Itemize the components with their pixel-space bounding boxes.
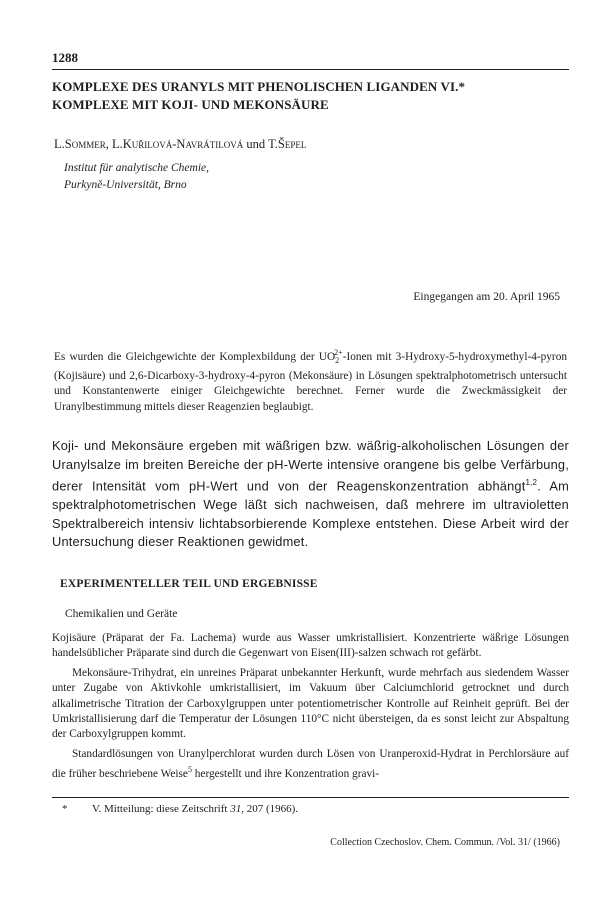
header-rule	[52, 69, 569, 70]
body-paragraph-3-text-a: Standardlösungen von Uranylperchlorat wurden durch Lösen von Uranperoxid-Hydrat in Perchlorsäure auf die früher beschriebene Weise	[52, 747, 569, 781]
section-heading: EXPERIMENTELLER TEIL UND ERGEBNISSE	[60, 578, 318, 590]
affiliation-line-2: Purkyně-Universität, Brno	[64, 179, 187, 191]
abstract-text-2: -Ionen mit 3-Hydroxy-5-hydroxymethyl-4-pyron (Kojisäure) und 2,6-Dicarboxy-3-hydroxy-4-pyron (Mekonsäure) in Lösungen spektralphotometrisch untersucht und Konstantenwerte einiger Gleichgewichte berechnet. Ferner wurde die Zweckmässigkeit der Uranylbestimmung mittels dieser Reagenzien beglaubigt.	[54, 350, 567, 413]
author-1-name: Sommer	[64, 137, 106, 151]
article-title	[52, 78, 569, 114]
footnote-rule	[52, 797, 569, 798]
title-line-1: KOMPLEXE DES URANYLS MIT PHENOLISCHEN LIGANDEN VI.*	[52, 79, 466, 94]
abstract	[52, 345, 569, 415]
footnote-mark: *	[62, 803, 68, 815]
footnote	[62, 803, 298, 815]
author-1-initial: L.	[54, 137, 65, 151]
footnote-text-a: V. Mitteilung: diese Zeitschrift	[92, 803, 231, 815]
author-separator-1: ,	[105, 137, 112, 151]
intro-text-2: . Am spektralphotometrischen Wege läßt sich nachweisen, daß mehrere im ultravioletten Spektralbereich intensiv lichtabsorbierende Komplexe entstehen. Diese Arbeit wird der Untersuchung dieser Reaktionen gewidmet.	[52, 478, 570, 550]
subsection-heading: Chemikalien und Geräte	[65, 608, 178, 620]
author-3-name: Šepel	[277, 137, 307, 151]
title-line-2: KOMPLEXE MIT KOJI- UND MEKONSÄURE	[52, 97, 329, 112]
author-2-initial: L.	[111, 137, 123, 151]
intro-citation: 1,2	[525, 478, 538, 488]
abstract-text-1: Es wurden die Gleichgewichte der Komplexbildung der UO	[54, 350, 336, 363]
received-date: Eingegangen am 20. April 1965	[413, 291, 560, 303]
page-number: 1288	[52, 50, 78, 65]
intro-paragraph	[52, 437, 569, 552]
body-paragraph-2: Mekonsäure-Trihydrat, ein unreines Präparat unbekannter Herkunft, wurde mehrfach aus siedendem Wasser unter Zugabe von Aktivkohle umkristallisiert, im Vakuum über Calciumchlorid getrocknet und durch alkalimetrische Titration der Carboxylgruppen unter potentiometrischer Kontrolle auf Reinheit geprüft. Bei der Umkristallisierung darf die Temperatur der Lösungen 110°C nicht übersteigen, da es sonst leicht zur Abspaltung der Carboxylgruppen kommt.	[52, 666, 569, 741]
journal-citation: Collection Czechoslov. Chem. Commun. /Vol. 31/ (1966)	[330, 837, 560, 848]
author-3-initial: T.	[268, 137, 278, 151]
body-text	[52, 631, 569, 786]
body-paragraph-1: Kojisäure (Präparat der Fa. Lachema) wurde aus Wasser umkristallisiert. Konzentrierte wäßrige Lösungen handelsüblicher Präparate sind durch die Gegenwart von Eisen(III)-salzen schwach rot gefärbt.	[52, 632, 569, 660]
intro-text-1: Koji- und Mekonsäure ergeben mit wäßrigen bzw. wäßrig-alkoholischen Lösungen der Uranylsalze im breiten Bereiche der pH-Werte intensive orangene bis gelbe Verfärbung, derer Intensität vom pH-Wert und von der Reagenskonzentration abhängt	[52, 438, 569, 494]
affiliation-line-1: Institut für analytische Chemie,	[64, 162, 210, 174]
abstract-subscript: 2	[335, 356, 340, 366]
abstract-superscript: 2+	[334, 348, 343, 357]
author-list	[54, 137, 306, 152]
body-paragraph-3	[52, 747, 569, 783]
affiliation	[64, 160, 209, 194]
author-2-name: Kuřilová-Navrátilová	[122, 137, 244, 151]
footnote-text-b: , 207 (1966).	[241, 803, 299, 815]
body-paragraph-3-text-b: hergestellt und ihre Konzentration gravi-	[191, 768, 380, 781]
body-citation: 5	[187, 765, 192, 775]
footnote-volume: 31	[230, 803, 242, 815]
author-separator-2: und	[243, 137, 269, 151]
